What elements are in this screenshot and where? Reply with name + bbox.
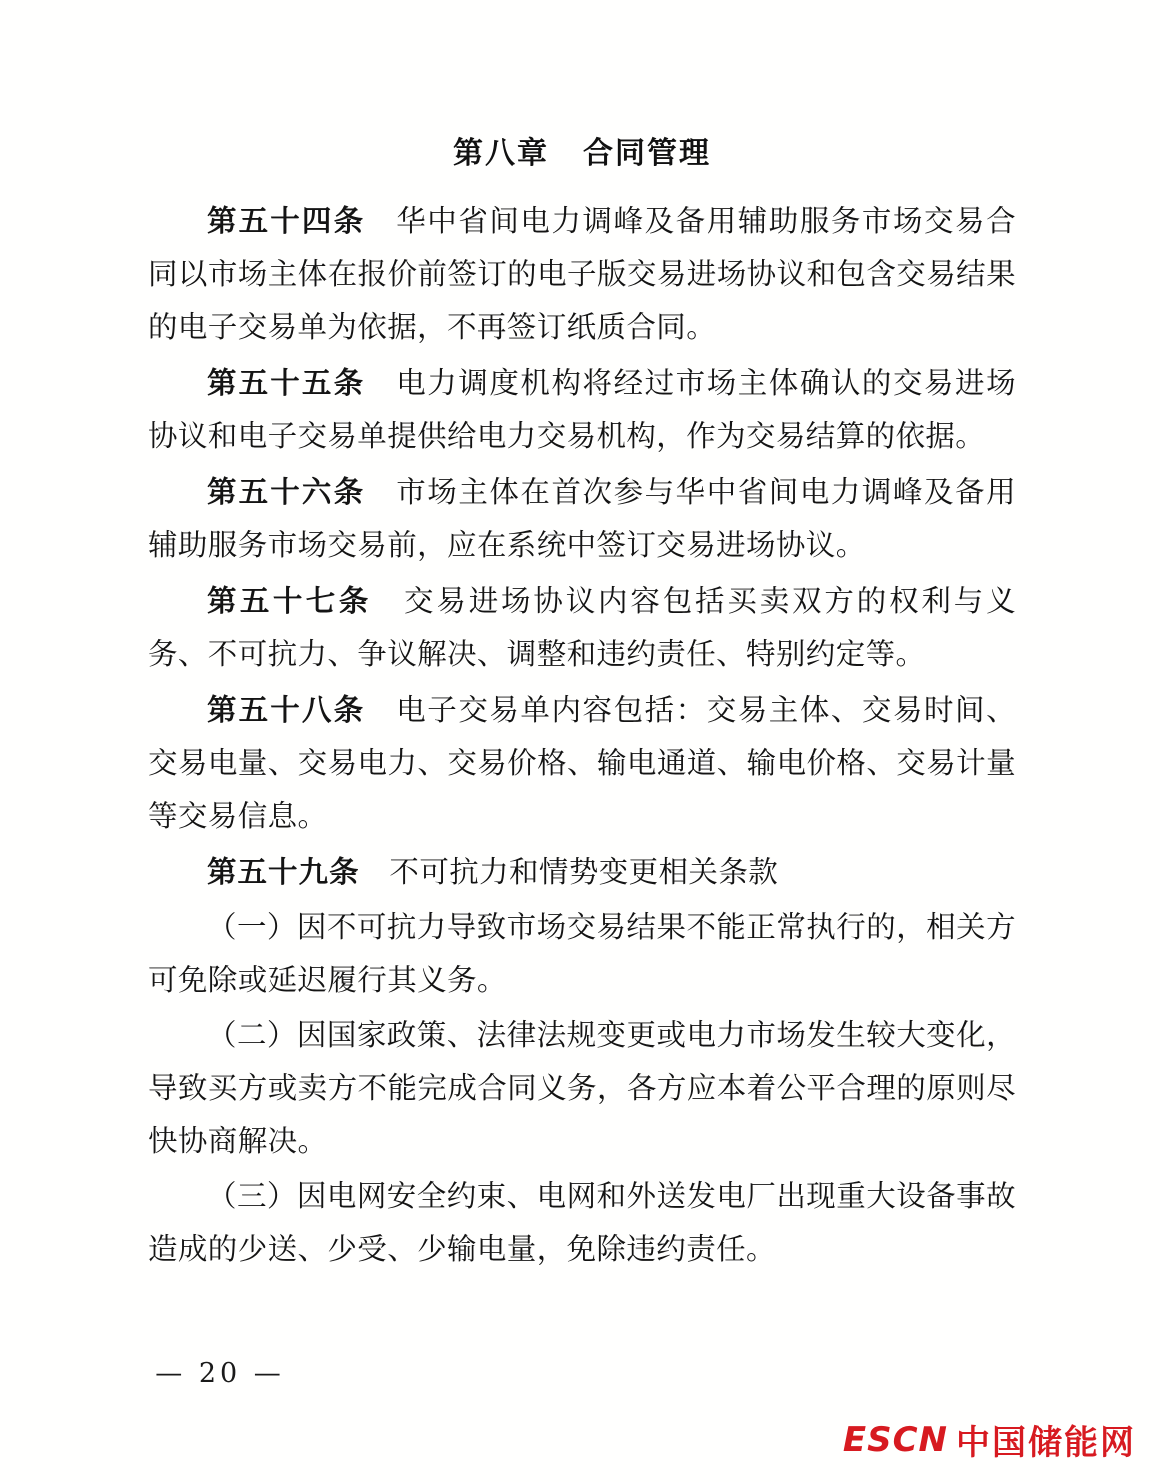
article-number: 第五十七条 [207,583,372,618]
paragraph [148,356,1016,463]
article-text: 不可抗力和情势变更相关条款 [359,855,779,889]
article-number: 第五十六条 [207,474,366,509]
article-text: 电力调度机构将经过市场主体确认的交易进场协议和电子交易单提供给电力交易机构，作为交易结算的依据。 [148,366,1016,453]
article-number: 第五十五条 [207,365,366,400]
watermark-brand-cn: 中国储能网 [956,1423,1136,1463]
article-number: 第五十八条 [207,692,366,727]
paragraph [148,901,1016,1007]
paragraph [148,1170,1016,1276]
article-text: 交易进场协议内容包括买卖双方的权利与义务、不可抗力、争议解决、调整和违约责任、特别约定等。 [148,584,1016,671]
paragraph [148,465,1016,572]
article-text: （三）因电网安全约束、电网和外送发电厂出现重大设备事故造成的少送、少受、少输电量，免除违约责任。 [148,1179,1016,1266]
paragraph [148,574,1016,681]
chapter-heading [148,128,1016,172]
article-number: 第五十四条 [207,203,366,238]
paragraph [148,845,1016,899]
paragraph [148,683,1016,843]
watermark [843,1415,1136,1464]
article-text: （一）因不可抗力导致市场交易结果不能正常执行的，相关方可免除或延迟履行其义务。 [148,910,1016,997]
page-number: — 20 — [155,1358,285,1389]
paragraph [148,194,1016,354]
watermark-brand-en: ESCN [842,1419,948,1460]
article-text: 市场主体在首次参与华中省间电力调峰及备用辅助服务市场交易前，应在系统中签订交易进场协议。 [148,475,1016,562]
paragraph [148,1009,1016,1168]
article-text: （二）因国家政策、法律法规变更或电力市场发生较大变化，导致买方或卖方不能完成合同义务，各方应本着公平合理的原则尽快协商解决。 [148,1018,1016,1158]
article-text: 华中省间电力调峰及备用辅助服务市场交易合同以市场主体在报价前签订的电子版交易进场协议和包含交易结果的电子交易单为依据，不再签订纸质合同。 [148,204,1016,344]
document-body [148,128,1016,1278]
article-text: 电子交易单内容包括：交易主体、交易时间、交易电量、交易电力、交易价格、输电通道、输电价格、交易计量等交易信息。 [148,693,1016,833]
page-footer [0,1358,1160,1389]
article-number: 第五十九条 [207,854,360,889]
chapter-title-text: 合同管理 [583,136,711,171]
chapter-number: 第八章 [453,136,549,171]
